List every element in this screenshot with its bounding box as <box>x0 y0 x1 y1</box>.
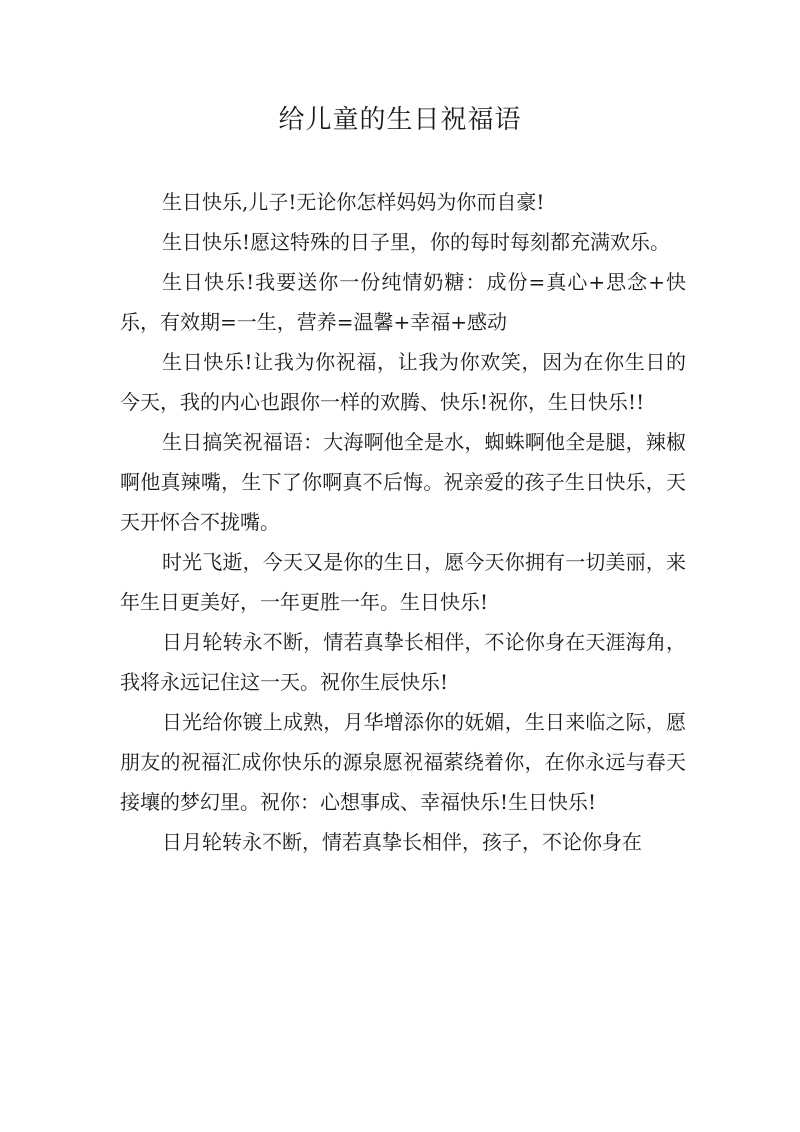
paragraph: 生日快乐!我要送你一份纯情奶糖：成份=真心+思念+快乐，有效期=一生，营养=温馨+幸福+感动 <box>120 270 686 334</box>
document-body <box>120 182 686 862</box>
paragraph: 日光给你镀上成熟，月华增添你的妩媚，生日来临之际，愿朋友的祝福汇成你快乐的源泉愿祝福萦绕着你，在你永远与春天接壤的梦幻里。祝你：心想事成、幸福快乐!生日快乐! <box>120 710 686 814</box>
paragraph: 生日搞笑祝福语：大海啊他全是水，蜘蛛啊他全是腿，辣椒啊他真辣嘴，生下了你啊真不后悔。祝亲爱的孩子生日快乐，天天开怀合不拢嘴。 <box>120 430 686 534</box>
paragraph: 时光飞逝，今天又是你的生日，愿今天你拥有一切美丽，来年生日更美好，一年更胜一年。生日快乐! <box>120 550 686 614</box>
paragraph: 生日快乐!让我为你祝福，让我为你欢笑，因为在你生日的今天，我的内心也跟你一样的欢腾、快乐!祝你，生日快乐!! <box>120 350 686 414</box>
paragraph: 日月轮转永不断，情若真挚长相伴，孩子，不论你身在 <box>162 830 642 854</box>
page-title: 给儿童的生日祝福语 <box>278 105 522 135</box>
paragraph: 生日快乐!愿这特殊的日子里，你的每时每刻都充满欢乐。 <box>162 230 671 254</box>
paragraph: 生日快乐,儿子!无论你怎样妈妈为你而自豪! <box>162 190 545 214</box>
paragraph: 日月轮转永不断，情若真挚长相伴，不论你身在天涯海角，我将永远记住这一天。祝你生辰快乐! <box>120 630 686 694</box>
